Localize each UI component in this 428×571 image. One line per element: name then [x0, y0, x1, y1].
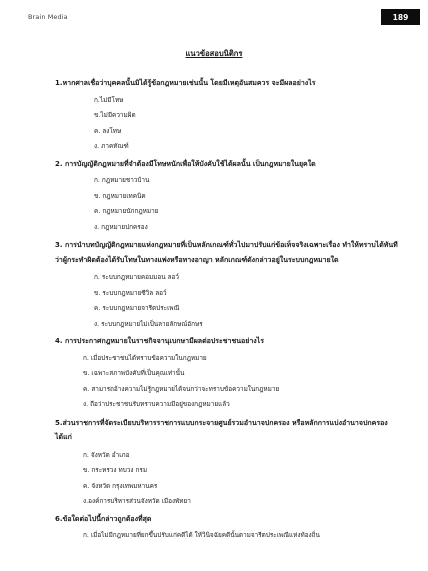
option-item: ก. จังหวัด อำเภอ	[83, 450, 130, 459]
option-item: ค. จังหวัด กรุงเทพมหานคร	[83, 481, 158, 490]
option-item: ค. ระบบกฎหมายจารีตประเพณี	[94, 304, 180, 312]
question-text: 6.ข้อใดต่อไปนี้กล่าวถูกต้องที่สุด	[55, 514, 152, 523]
question-block	[55, 158, 405, 236]
option-item: ค. ลงโทษ	[94, 126, 122, 135]
option-item: ข. กระทรวง ทบวง กรม	[83, 466, 148, 474]
option-item: ก. เมื่อประชาชนได้ทราบข้อความในกฎหมาย	[83, 353, 207, 362]
option-list	[55, 93, 405, 155]
question-text: 1.หากศาลเชื่อว่าบุคคลนั้นมิได้รู้ข้อกฎหมายเช่นนั้น โดยมีเหตุอันสมควร จะมีผลอย่างไร	[55, 79, 316, 87]
option-item: ก.ไม่มีโทษ	[94, 95, 124, 104]
option-item: ข. เฉพาะสภาพบังคับที่เป็นคุณเท่านั้น	[83, 369, 185, 377]
option-item: ค. สามารถอ้างความไม่รู้กฎหมายได้จนกว่าจะทราบข้อความในกฎหมาย	[83, 384, 280, 393]
question-text: 5.ส่วนราชการที่จัดระเบียบบริหารราชการแบบกระจายศูนย์รวมอำนาจปกครอง หรือหลักการแบ่งอำนาจปกครอง ได้แก่	[55, 418, 388, 441]
question-block	[55, 513, 405, 544]
option-item: ก. กฎหมายชาวบ้าน	[94, 176, 150, 184]
question-text: 4. การประกาศกฎหมายในราชกิจจานุเบกษามีผลต่อประชาชนอย่างไร	[55, 337, 264, 345]
option-item: ง. กฎหมายปกครอง	[94, 222, 148, 231]
option-item: ก. ระบบกฎหมายคอมมอน ลอว์	[94, 273, 179, 281]
question-block	[55, 335, 405, 413]
option-item: ง. ถือว่าประชาชนรับทราบความมีอยู่ของกฎหมายแล้ว	[83, 400, 230, 408]
option-list	[55, 173, 405, 235]
option-item: ข.ไม่มีความผิด	[94, 111, 136, 119]
option-item: ง. ภาคทัณฑ์	[94, 142, 129, 150]
option-item: ค. กฎหมายนักกฎหมาย	[94, 207, 159, 215]
question-block	[55, 77, 405, 155]
question-block	[55, 416, 405, 510]
question-text: 3. การนำบทบัญญัติกฎหมายแห่งกฎหมายที่เป็นหลักเกณฑ์ทั่วไปมาปรับแก่ข้อเท็จจริงเฉพาะเรื่อง ทำให้ทราบได้ทันทีว่าผู้กระทำผิดต้องได้รับโทษในทางแพ่งหรือทางอาญา หลักเกณฑ์ดังกล่าวอยู่ในระบบกฎหมายใด	[55, 241, 398, 264]
question-list	[55, 77, 405, 547]
option-item: ก. เมื่อไม่มีกฎหมายที่ยกขึ้นปรับแก่คดีได้ ให้วินิจฉัยคดีนั้นตามจารีตประเพณีแห่งท้องถิ่น	[83, 531, 320, 539]
option-item: ง. ระบบกฎหมายไม่เป็นลายลักษณ์อักษร	[94, 319, 203, 328]
option-list	[55, 270, 405, 332]
option-item: ข. ระบบกฎหมายซีวิล ลอว์	[94, 288, 167, 297]
option-item: ง.องค์การบริหารส่วนจังหวัด เมืองพัทยา	[83, 497, 191, 505]
question-text: 2. การบัญญัติกฎหมายที่จำต้องมีโทษหนักเพื่อให้บังคับใช้ได้ผลนั้น เป็นกฎหมายในยุคใด	[55, 159, 316, 168]
option-list	[55, 351, 405, 413]
page-title: แนวข้อสอบนิติกร	[185, 49, 243, 58]
page-number-badge: 189	[381, 9, 420, 25]
option-item: ข. กฎหมายเทคนิค	[94, 191, 146, 200]
option-list	[55, 448, 405, 510]
option-list	[55, 528, 405, 544]
brand-name: Brain Media	[28, 13, 68, 21]
question-block	[55, 238, 405, 332]
